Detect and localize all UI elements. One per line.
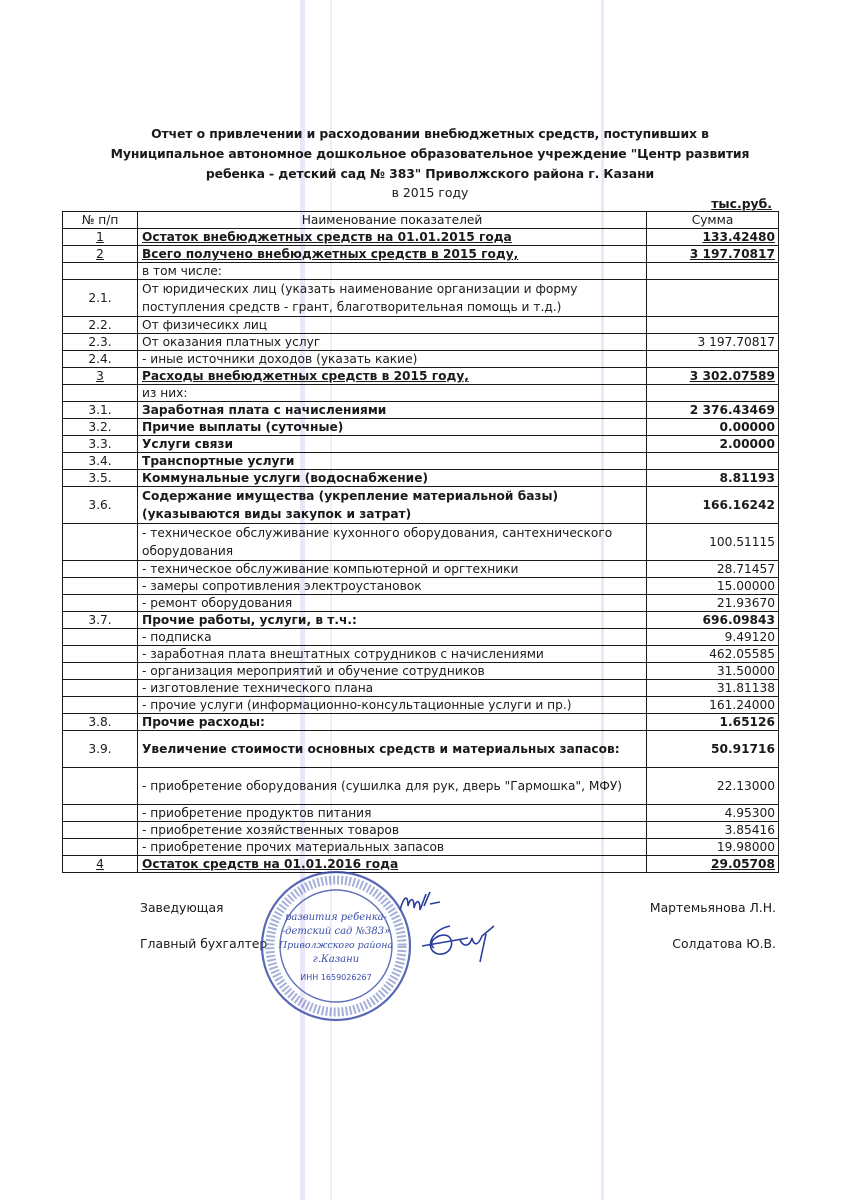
row-num (63, 629, 138, 646)
row-num: 3.5. (63, 470, 138, 487)
row-num: 2.2. (63, 317, 138, 334)
accountant-title: Главный бухгалтер (140, 936, 268, 951)
row-name: в том числе: (138, 263, 647, 280)
table-row (63, 385, 779, 402)
row-amount: 161.24000 (647, 697, 779, 714)
row-amount: 3 197.70817 (647, 246, 779, 263)
table-row (63, 663, 779, 680)
row-amount (647, 351, 779, 368)
report-period: в 2015 году (391, 185, 469, 200)
row-name: Транспортные услуги (138, 453, 647, 470)
table-row (63, 419, 779, 436)
row-num (63, 385, 138, 402)
table-row (63, 561, 779, 578)
row-name: Причие выплаты (суточные) (138, 419, 647, 436)
row-name: - приобретение прочих материальных запасов (138, 839, 647, 856)
row-name: - техническое обслуживание кухонного оборудования, сантехнического оборудования (138, 524, 647, 561)
row-name: - ремонт оборудования (138, 595, 647, 612)
table-row (63, 229, 779, 246)
head-title: Заведующая (140, 900, 224, 915)
row-name: - замеры сопротивления электроустановок (138, 578, 647, 595)
svg-text:ИНН 1659026267: ИНН 1659026267 (300, 973, 372, 982)
row-amount: 21.93670 (647, 595, 779, 612)
row-amount: 100.51115 (647, 524, 779, 561)
table-row (63, 334, 779, 351)
row-name: - подписка (138, 629, 647, 646)
row-name: Содержание имущества (укрепление материальной базы) (указываются виды закупок и затрат) (138, 487, 647, 524)
table-row (63, 680, 779, 697)
row-num: 3.4. (63, 453, 138, 470)
row-name: - техническое обслуживание компьютерной и оргтехники (138, 561, 647, 578)
table-row (63, 280, 779, 317)
row-num: 2.4. (63, 351, 138, 368)
head-name: Мартемьянова Л.Н. (649, 900, 776, 915)
table-row (63, 612, 779, 629)
table-row (63, 697, 779, 714)
row-amount (647, 280, 779, 317)
row-amount: 133.42480 (647, 229, 779, 246)
table-row (63, 436, 779, 453)
row-amount: 0.00000 (647, 419, 779, 436)
table-row (63, 351, 779, 368)
row-num (63, 578, 138, 595)
row-name: - приобретение хозяйственных товаров (138, 822, 647, 839)
table-row (63, 839, 779, 856)
report-title-line-3: ребенка - детский сад № 383" Приволжского района г. Казани (205, 166, 655, 181)
row-num (63, 263, 138, 280)
table-row (63, 368, 779, 385)
row-num: 3.8. (63, 714, 138, 731)
table-row (63, 805, 779, 822)
row-num (63, 805, 138, 822)
svg-text:развития ребенка-: развития ребенка- (284, 912, 388, 923)
row-amount: 4.95300 (647, 805, 779, 822)
row-num (63, 697, 138, 714)
row-num (63, 561, 138, 578)
table-row (63, 524, 779, 561)
svg-text:Приволжского района: Приволжского района (278, 940, 394, 951)
row-num (63, 595, 138, 612)
row-num: 3.6. (63, 487, 138, 524)
table-row (63, 317, 779, 334)
row-num (63, 839, 138, 856)
row-name: Расходы внебюджетных средств в 2015 году, (138, 368, 647, 385)
accountant-name: Солдатова Ю.В. (672, 936, 776, 951)
row-name: - приобретение оборудования (сушилка для рук, дверь "Гармошка", МФУ) (138, 768, 647, 805)
row-num: 3.9. (63, 731, 138, 768)
row-amount: 2.00000 (647, 436, 779, 453)
row-name: - прочие услуги (информационно-консультационные услуги и пр.) (138, 697, 647, 714)
row-name: Остаток средств на 01.01.2016 года (138, 856, 647, 873)
header-name: Наименование показателей (138, 212, 647, 229)
report-header (70, 124, 790, 202)
row-amount: 31.81138 (647, 680, 779, 697)
row-num (63, 524, 138, 561)
table-header-row (63, 212, 779, 229)
row-amount: 19.98000 (647, 839, 779, 856)
row-amount (647, 263, 779, 280)
row-name: Увеличение стоимости основных средств и материальных запасов: (138, 731, 647, 768)
row-name: От физичесикх лиц (138, 317, 647, 334)
row-num (63, 768, 138, 805)
table-row (63, 731, 779, 768)
row-amount: 696.09843 (647, 612, 779, 629)
table-row (63, 487, 779, 524)
row-amount: 462.05585 (647, 646, 779, 663)
head-signature-icon (396, 888, 444, 918)
row-amount: 29.05708 (647, 856, 779, 873)
row-num (63, 680, 138, 697)
row-name: От оказания платных услуг (138, 334, 647, 351)
row-name: Остаток внебюджетных средств на 01.01.2015 года (138, 229, 647, 246)
row-num (63, 663, 138, 680)
row-name: Прочие работы, услуги, в т.ч.: (138, 612, 647, 629)
row-num: 3.7. (63, 612, 138, 629)
row-num: 3.2. (63, 419, 138, 436)
row-num: 2.1. (63, 280, 138, 317)
accountant-signature-icon (420, 920, 498, 966)
row-num: 1 (63, 229, 138, 246)
row-name: Услуги связи (138, 436, 647, 453)
table-row (63, 822, 779, 839)
row-amount: 3 197.70817 (647, 334, 779, 351)
units-label: тыс.руб. (711, 196, 772, 211)
row-amount (647, 317, 779, 334)
table-row (63, 714, 779, 731)
row-amount: 3 302.07589 (647, 368, 779, 385)
row-name: Всего получено внебюджетных средств в 2015 году, (138, 246, 647, 263)
header-num: № п/п (63, 212, 138, 229)
report-title-line-1: Отчет о привлечении и расходовании внебюджетных средств, поступивших в (151, 126, 709, 141)
table-row (63, 246, 779, 263)
svg-text:г.Казани: г.Казани (312, 954, 360, 965)
table-row (63, 768, 779, 805)
row-name: От юридических лиц (указать наименование организации и форму поступления средств - грант, благотворительная помощь и т.д.) (138, 280, 647, 317)
official-stamp-icon (258, 868, 414, 1024)
row-amount: 3.85416 (647, 822, 779, 839)
row-amount: 1.65126 (647, 714, 779, 731)
row-num: 3 (63, 368, 138, 385)
table-row (63, 470, 779, 487)
row-num: 4 (63, 856, 138, 873)
row-num: 3.3. (63, 436, 138, 453)
header-amount: Сумма (647, 212, 779, 229)
table-row (63, 595, 779, 612)
row-name: из них: (138, 385, 647, 402)
row-amount (647, 385, 779, 402)
row-name: Заработная плата с начислениями (138, 402, 647, 419)
row-amount: 8.81193 (647, 470, 779, 487)
table-row (63, 646, 779, 663)
row-amount: 2 376.43469 (647, 402, 779, 419)
row-num: 3.1. (63, 402, 138, 419)
table-row (63, 578, 779, 595)
row-num: 2 (63, 246, 138, 263)
row-name: - заработная плата внештатных сотрудников с начислениями (138, 646, 647, 663)
report-title-line-2: Муниципальное автономное дошкольное образовательное учреждение "Центр развития (110, 146, 750, 161)
row-name: - организация мероприятий и обучение сотрудников (138, 663, 647, 680)
row-amount: 166.16242 (647, 487, 779, 524)
table-row (63, 263, 779, 280)
row-num (63, 646, 138, 663)
row-amount: 15.00000 (647, 578, 779, 595)
table-row (63, 453, 779, 470)
table-row (63, 402, 779, 419)
report-table (62, 211, 779, 873)
row-amount (647, 453, 779, 470)
row-name: Коммунальные услуги (водоснабжение) (138, 470, 647, 487)
row-amount: 28.71457 (647, 561, 779, 578)
row-name: - иные источники доходов (указать какие) (138, 351, 647, 368)
table-row (63, 629, 779, 646)
row-amount: 9.49120 (647, 629, 779, 646)
row-amount: 31.50000 (647, 663, 779, 680)
row-num (63, 822, 138, 839)
svg-text:-детский сад №383»: -детский сад №383» (281, 926, 391, 937)
row-num: 2.3. (63, 334, 138, 351)
row-amount: 22.13000 (647, 768, 779, 805)
row-amount: 50.91716 (647, 731, 779, 768)
row-name: - приобретение продуктов питания (138, 805, 647, 822)
table-row (63, 856, 779, 873)
row-name: Прочие расходы: (138, 714, 647, 731)
row-name: - изготовление технического плана (138, 680, 647, 697)
